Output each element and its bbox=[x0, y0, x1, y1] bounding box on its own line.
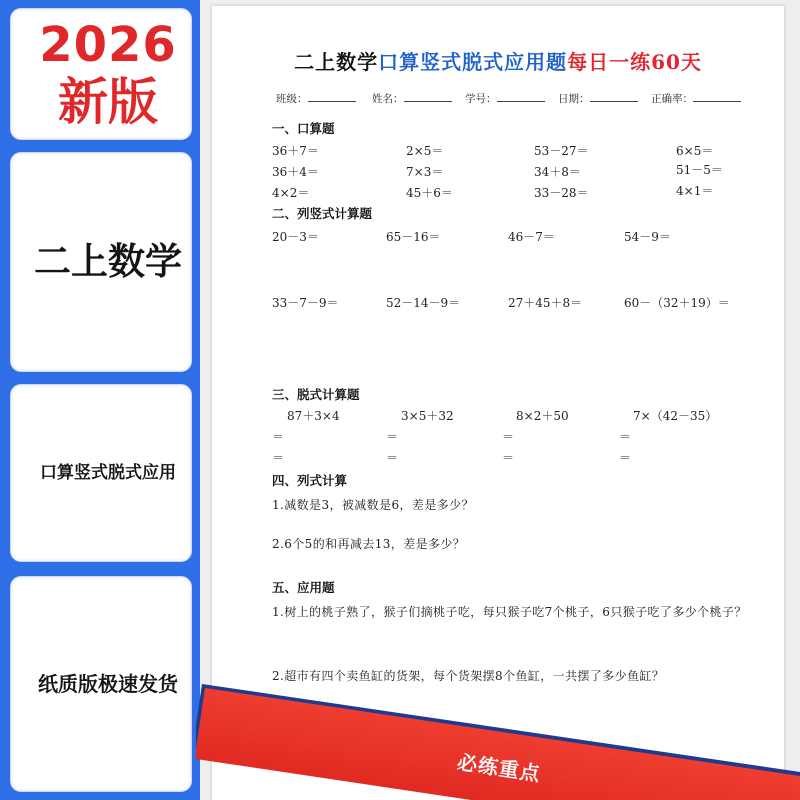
stepwise-expression: 8×2＋50 bbox=[516, 409, 569, 423]
step-equals-sign: ＝ bbox=[502, 451, 515, 465]
step-equals-sign: ＝ bbox=[386, 451, 399, 465]
oral-problem: 51－5＝ bbox=[676, 163, 723, 177]
must-practice-banner bbox=[196, 676, 800, 800]
oral-problem: 36＋4＝ bbox=[272, 165, 319, 179]
worksheet-title bbox=[212, 49, 784, 75]
section-heading: 五、应用题 bbox=[272, 580, 335, 595]
oral-problem: 45＋6＝ bbox=[406, 186, 453, 200]
info-field-date bbox=[558, 91, 638, 106]
word-problem: 2.超市有四个卖鱼缸的货架，每个货架摆8个鱼缸，一共摆了多少鱼缸？ bbox=[272, 669, 665, 683]
stepwise-expression: 87＋3×4 bbox=[287, 409, 340, 423]
info-blank bbox=[404, 91, 452, 102]
oral-problem: 34＋8＝ bbox=[534, 165, 581, 179]
vertical-problem: 54－9＝ bbox=[624, 230, 671, 244]
oral-problem: 36＋7＝ bbox=[272, 144, 319, 158]
vertical-problem: 52－14－9＝ bbox=[386, 296, 461, 310]
stepwise-expression: 7×（42－35） bbox=[633, 409, 718, 423]
banner-text: 必练重点 bbox=[455, 749, 543, 787]
oral-problem: 53－27＝ bbox=[534, 144, 589, 158]
step-equals-sign: ＝ bbox=[619, 430, 632, 444]
title-subject: 二上数学 bbox=[294, 50, 379, 74]
info-label: 正确率： bbox=[651, 93, 693, 105]
edition-year: 2026 bbox=[39, 17, 177, 73]
oral-problem: 33－28＝ bbox=[534, 186, 589, 200]
section-heading: 四、列式计算 bbox=[272, 473, 348, 488]
word-problem: 1.树上的桃子熟了，猴子们摘桃子吃，每只猴子吃7个桃子，6只猴子吃了多少个桃子？ bbox=[272, 605, 747, 619]
info-blank bbox=[590, 91, 638, 102]
content-types-card bbox=[10, 384, 192, 562]
vertical-problem: 20－3＝ bbox=[272, 230, 319, 244]
oral-problem: 4×2＝ bbox=[272, 186, 310, 200]
info-label: 班级： bbox=[276, 93, 308, 105]
info-label: 学号： bbox=[465, 93, 497, 105]
grade-subject-text: 二上数学 bbox=[34, 240, 182, 283]
vertical-problem: 27＋45＋8＝ bbox=[508, 296, 583, 310]
oral-problem: 2×5＝ bbox=[406, 144, 444, 158]
section-heading: 二、列竖式计算题 bbox=[272, 206, 373, 221]
section-heading: 一、口算题 bbox=[272, 121, 335, 136]
edition-label: 新版 bbox=[58, 73, 158, 131]
content-types-text: 口算竖式脱式应用 bbox=[40, 463, 176, 483]
info-blank bbox=[497, 91, 545, 102]
oral-problem: 6×5＝ bbox=[676, 144, 714, 158]
step-equals-sign: ＝ bbox=[502, 430, 515, 444]
shipping-text: 纸质版极速发货 bbox=[38, 672, 178, 696]
info-blank bbox=[693, 91, 741, 102]
grade-subject-card bbox=[10, 152, 192, 372]
oral-problem: 7×3＝ bbox=[406, 165, 444, 179]
section-heading: 三、脱式计算题 bbox=[272, 387, 360, 402]
info-field-class bbox=[276, 91, 356, 106]
stepwise-expression: 3×5＋32 bbox=[401, 409, 454, 423]
info-blank bbox=[308, 91, 356, 102]
title-topics: 口算竖式脱式应用题 bbox=[378, 50, 568, 74]
oral-problem: 4×1＝ bbox=[676, 184, 714, 198]
vertical-problem: 33－7－9＝ bbox=[272, 296, 339, 310]
promo-sidebar bbox=[0, 0, 200, 800]
info-label: 日期： bbox=[558, 93, 590, 105]
shipping-card bbox=[10, 576, 192, 792]
vertical-problem: 65－16＝ bbox=[386, 230, 441, 244]
equation-problem: 1.减数是3，被减数是6，差是多少？ bbox=[272, 498, 474, 512]
edition-card bbox=[10, 8, 192, 140]
info-field-name bbox=[372, 91, 452, 106]
title-plan: 每日一练60天 bbox=[567, 50, 702, 74]
banner-band bbox=[196, 688, 800, 800]
info-field-accuracy bbox=[651, 91, 741, 106]
equation-problem: 2.6个5的和再减去13，差是多少？ bbox=[272, 537, 466, 551]
step-equals-sign: ＝ bbox=[272, 451, 285, 465]
vertical-problem: 46－7＝ bbox=[508, 230, 555, 244]
info-label: 姓名： bbox=[372, 93, 404, 105]
step-equals-sign: ＝ bbox=[619, 451, 632, 465]
step-equals-sign: ＝ bbox=[272, 430, 285, 444]
vertical-problem: 60－（32＋19）＝ bbox=[624, 296, 730, 310]
info-field-student-id bbox=[465, 91, 545, 106]
step-equals-sign: ＝ bbox=[386, 430, 399, 444]
